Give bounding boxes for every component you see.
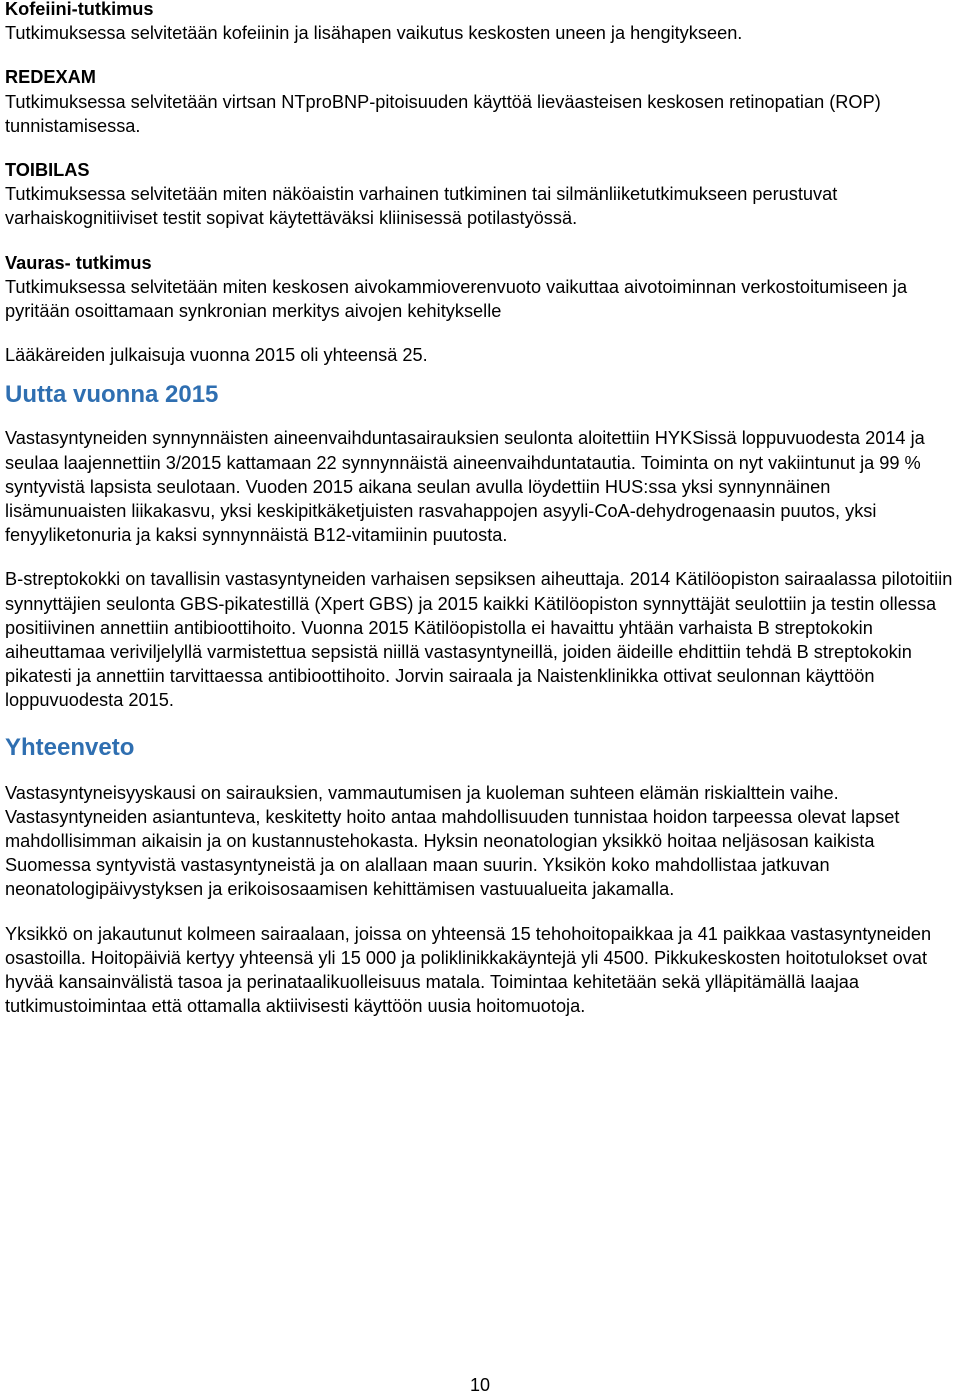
study-redexam — [5, 65, 955, 138]
study-description: Tutkimuksessa selvitetään miten näköaistin varhainen tutkiminen tai silmänliiketutkimukseen perustuvat varhaiskognitiiviset testit sopivat käytettäväksi kliinisessä potilastyössä. — [5, 184, 838, 229]
paragraph-summary-care: Vastasyntyneisyyskausi on sairauksien, vammautumisen ja kuoleman suhteen elämän riskialttein vaihe. Vastasyntyneiden asiantunteva, keskitetty hoito antaa mahdollisuuden tunnistaa hoidon tarpeessa olevat lapset mahdollisimman aikaisin ja on kustannustehokasta. Hyksin neonatologian yksikkö hoitaa neljäsosan kaikista Suomessa syntyvistä vastasyntyneistä ja on alallaan maan suurin. Yksikön koko mahdollistaa jatkuvan neonatologipäivystyksen ja erikoisosaamisen kehittämisen vastuualueita jakamalla. — [5, 782, 900, 900]
document-page — [5, 0, 955, 1019]
study-description: Tutkimuksessa selvitetään virtsan NTproBNP-pitoisuuden käyttöä lieväasteisen keskosen retinopatian (ROP) tunnistamisessa. — [5, 91, 881, 136]
paragraph-metabolic-screening: Vastasyntyneiden synnynnäisten aineenvaihduntasairauksien seulonta aloitettiin HYKSissä loppuvuodesta 2014 ja seulaa laajennettiin 3/2015 kattamaan 22 synnynnäistä aineenvaihduntatautia. Toiminta on nyt vakiintunut ja 99 % syntyvistä lapsista seulotaan. Vuoden 2015 aikana seulan avulla löydettiin HUS:ssa yksi synnynnäinen lisämunuaisten liikakasvu, yksi keskipitkäketjuisten rasvahappojen asyyli-CoA-dehydrogenaasin puutos, yksi fenyyliketonuria ja kaksi synnynnäistä B12-vitamiinin puutosta. — [5, 428, 925, 546]
study-title: Kofeiini-tutkimus — [5, 0, 154, 19]
section-heading-new-2015: Uutta vuonna 2015 — [5, 381, 219, 409]
study-toibilas — [5, 158, 955, 231]
study-vauras — [5, 251, 955, 324]
study-description: Tutkimuksessa selvitetään miten keskosen aivokammioverenvuoto vaikuttaa aivotoiminnan verkostoitumiseen ja pyritään osoittamaan synkronian merkitys aivojen kehitykselle — [5, 276, 908, 322]
study-kofeiini — [5, 0, 955, 45]
paragraph-summary-unit: Yksikkö on jakautunut kolmeen sairaalaan, joissa on yhteensä 15 tehohoitopaikkaa ja 41 paikkaa vastasyntyneiden osastoilla. Hoitopäiviä kertyy yhteensä yli 15 000 ja poliklinikkakäyntejä yli 4500. Pikkukeskosten hoitotulokset ovat hyvää kansainvälistä tasoa ja perinataalikuolleisuus matala. Toimintaa kehitetään sekä ylläpitämällä laajaa tutkimustoimintaa että ottamalla aktiivisesti käyttöön uusia hoitomuotoja. — [5, 923, 932, 1017]
study-title: Vauras- tutkimus — [5, 252, 152, 273]
page-number: 10 — [469, 1375, 491, 1395]
study-description: Tutkimuksessa selvitetään kofeiinin ja lisähapen vaikutus keskosten uneen ja hengitykseen. — [5, 23, 743, 44]
publications-count: Lääkäreiden julkaisuja vuonna 2015 oli yhteensä 25. — [5, 345, 428, 366]
section-heading-summary: Yhteenveto — [5, 733, 135, 761]
study-title: TOIBILAS — [5, 160, 90, 181]
paragraph-gbs-screening: B-streptokokki on tavallisin vastasyntyneiden varhaisen sepsiksen aiheuttaja. 2014 Kätilöopiston sairaalassa pilotoitiin synnyttäjien seulonta GBS-pikatestillä (Xpert GBS) ja 2015 kaikki Kätilöopiston synnyttäjät seulottiin ja testin ollessa positiivinen annettiin antibioottihoito. Vuonna 2015 Kätilöopistolla ei havaittu yhtään varhaista B streptokokin aiheuttamaa veriviljelyllä varmistettua sepsistä niillä vastasyntyneillä, joiden äideille ehdittiin tehdä B streptokokin pikatesti ja annettiin tarvittaessa antibioottihoito. Jorvin sairaala ja Naistenklinikka ottivat seulonnan käyttöön loppuvuodesta 2015. — [5, 569, 953, 711]
study-title: REDEXAM — [5, 67, 96, 88]
